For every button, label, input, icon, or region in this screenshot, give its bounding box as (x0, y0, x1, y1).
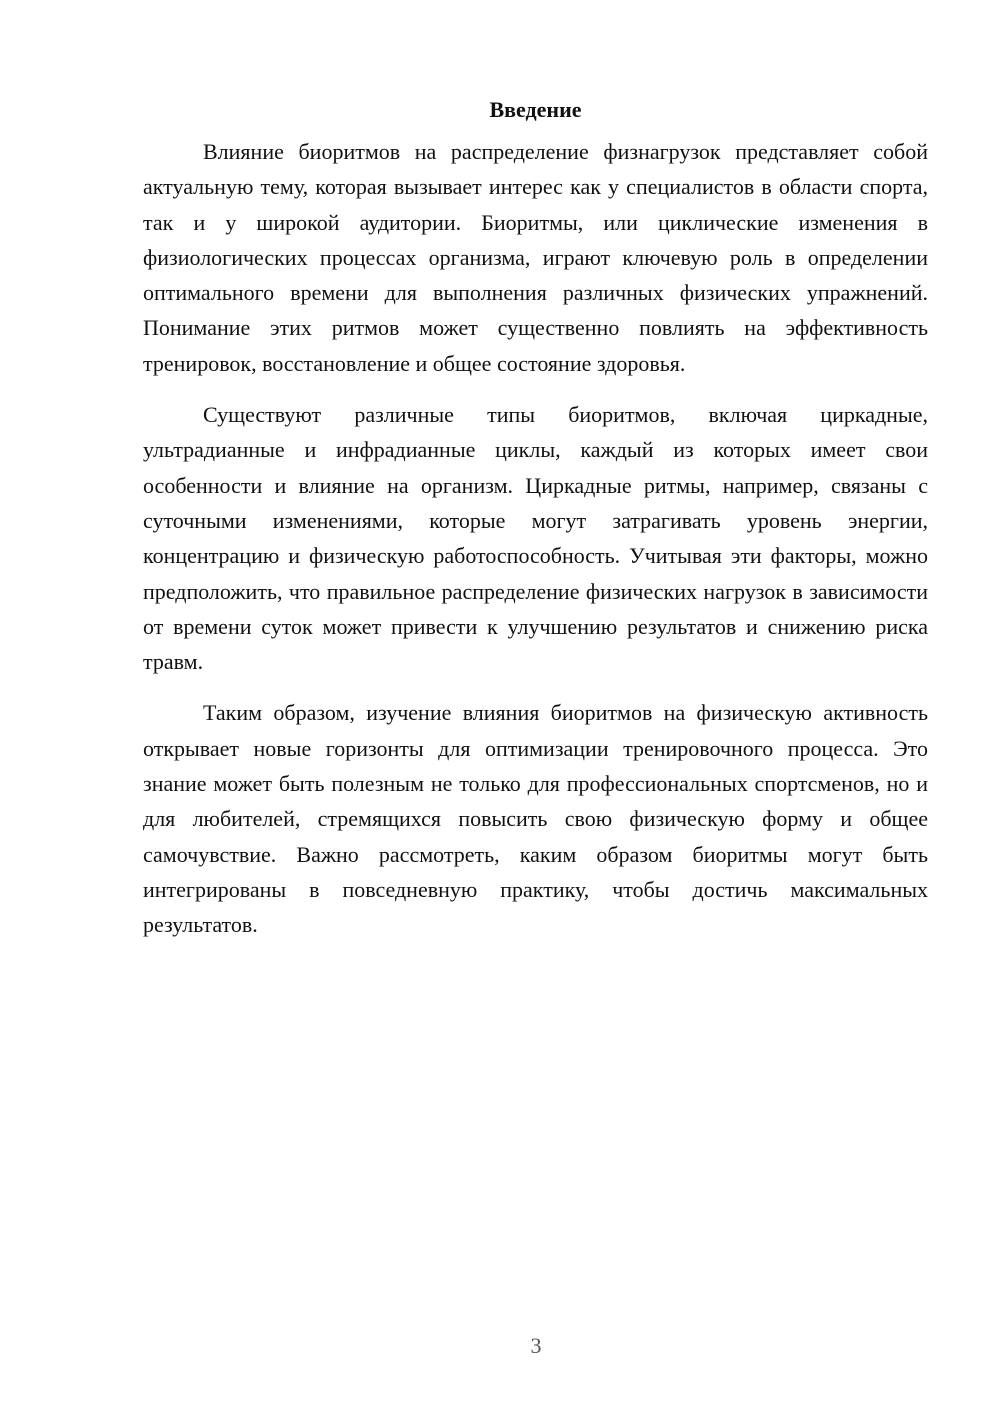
paragraph-3: Таким образом, изучение влияния биоритмов на физическую активность открывает новые горизонты для оптимизации тренировочного процесса. Это знание может быть полезным не только для профессиональных спортсменов, но и для любителей, стремящихся повысить свою физическую форму и общее самочувствие. Важно рассмотреть, каким образом биоритмы могут быть интегрированы в повседневную практику, чтобы достичь максимальных результатов. (143, 700, 928, 938)
section-heading: Введение (489, 97, 582, 122)
paragraph-2: Существуют различные типы биоритмов, включая циркадные, ультрадианные и инфрадианные циклы, каждый из которых имеет свои особенности и влияние на организм. Циркадные ритмы, например, связаны с суточными изменениями, которые могут затрагивать уровень энергии, концентрацию и физическую работоспособность. Учитывая эти факторы, можно предположить, что правильное распределение физических нагрузок в зависимости от времени суток может привести к улучшению результатов и снижению риска травм. (143, 402, 928, 675)
page-number: 3 (530, 1333, 542, 1358)
paragraph-1: Влияние биоритмов на распределение физнагрузок представляет собой актуальную тему, которая вызывает интерес как у специалистов в области спорта, так и у широкой аудитории. Биоритмы, или циклические изменения в физиологических процессах организма, играют ключевую роль в определении оптимального времени для выполнения различных физических упражнений. Понимание этих ритмов может существенно повлиять на эффективность тренировок, восстановление и общее состояние здоровья. (143, 139, 928, 376)
page-content (143, 92, 928, 959)
